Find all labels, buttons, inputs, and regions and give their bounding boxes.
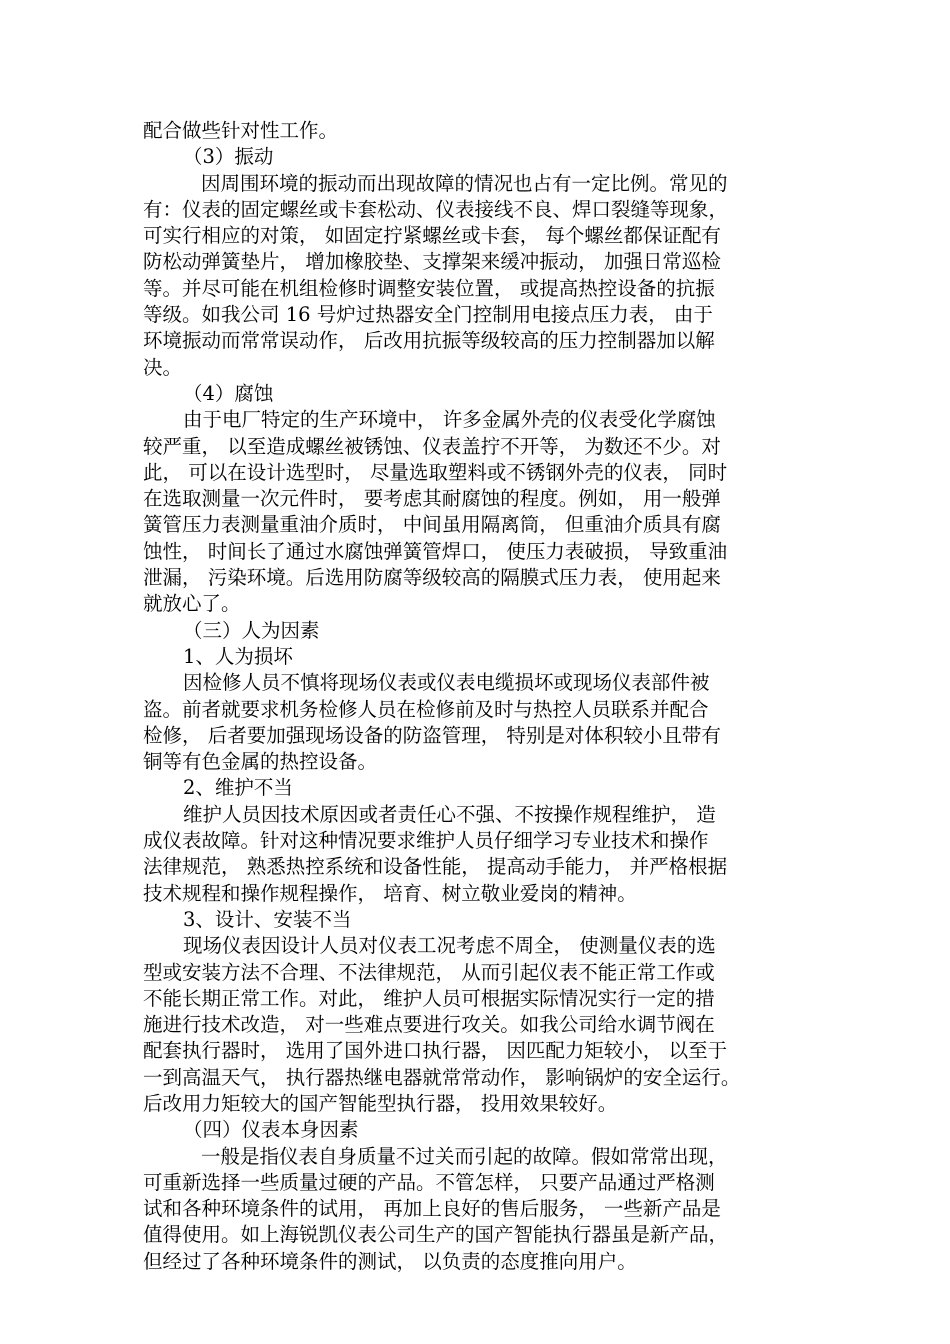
text-line: 等级。如我公司 16 号炉过热器安全门控制用电接点压力表， 由于 xyxy=(143,303,713,327)
text-line: 簧管压力表测量重油介质时， 中间虽用隔离筒， 但重油介质具有腐 xyxy=(143,513,721,537)
text-line: 因检修人员不慎将现场仪表或仪表电缆损坏或现场仪表部件被 xyxy=(183,671,710,695)
text-line: 施进行技术改造， 对一些难点要进行攻关。如我公司给水调节阀在 xyxy=(143,1013,715,1037)
text-line: 因周围环境的振动而出现故障的情况也占有一定比例。常见的 xyxy=(201,171,728,195)
text-line: （3）振动 xyxy=(183,145,274,169)
text-line: 法律规范， 熟悉热控系统和设备性能， 提高动手能力， 并严格根据 xyxy=(143,855,728,879)
text-line: 在选取测量一次元件时， 要考虑其耐腐蚀的程度。例如， 用一般弹 xyxy=(143,487,721,511)
text-line: 防松动弹簧垫片， 增加橡胶垫、支撑架来缓冲振动， 加强日常巡检 xyxy=(143,250,721,274)
text-line: 技术规程和操作规程操作， 培育、树立敬业爱岗的精神。 xyxy=(143,881,637,905)
text-line: 可重新选择一些质量过硬的产品。不管怎样， 只要产品通过严格测 xyxy=(143,1170,715,1194)
text-line: 泄漏， 污染环境。后选用防腐等级较高的隔膜式压力表， 使用起来 xyxy=(143,566,721,590)
text-line: 成仪表故障。针对这种情况要求维护人员仔细学习专业技术和操作 xyxy=(143,829,709,853)
text-line: 等。并尽可能在机组检修时调整安装位置， 或提高热控设备的抗振 xyxy=(143,276,715,300)
text-line: （四）仪表本身因素 xyxy=(183,1118,359,1142)
text-line: 后改用力矩较大的国产智能型执行器， 投用效果较好。 xyxy=(143,1091,618,1115)
text-line: 2、维护不当 xyxy=(183,776,293,800)
text-line: 决。 xyxy=(143,355,183,379)
text-line: 值得使用。如上海锐凯仪表公司生产的国产智能执行器虽是新产品， xyxy=(143,1223,729,1247)
text-line: 一般是指仪表自身质量不过关而引起的故障。假如常常出现， xyxy=(201,1144,728,1168)
text-line: 试和各种环境条件的试用， 再加上良好的售后服务， 一些新产品是 xyxy=(143,1197,721,1221)
text-line: 有：仪表的固定螺丝或卡套松动、仪表接线不良、焊口裂缝等现象， xyxy=(143,197,729,221)
text-line: 维护人员因技术原因或者责任心不强、不按操作规程维护， 造 xyxy=(183,802,716,826)
text-line: 铜等有色金属的热控设备。 xyxy=(143,750,378,774)
text-line: 一到高温天气， 执行器热继电器就常常动作， 影响锅炉的安全运行。 xyxy=(143,1065,741,1089)
text-line: 蚀性， 时间长了通过水腐蚀弹簧管焊口， 使压力表破损， 导致重油 xyxy=(143,539,728,563)
text-line: 较严重， 以至造成螺丝被锈蚀、仪表盖拧不开等， 为数还不少。对 xyxy=(143,434,721,458)
text-line: 3、设计、安装不当 xyxy=(183,907,352,931)
text-line: （三）人为因素 xyxy=(183,618,320,642)
text-line: 由于电厂特定的生产环境中， 许多金属外壳的仪表受化学腐蚀 xyxy=(183,408,716,432)
text-line: 1、人为损坏 xyxy=(183,644,293,668)
text-line: 就放心了。 xyxy=(143,592,241,616)
text-line: 但经过了各种环境条件的测试， 以负责的态度推向用户。 xyxy=(143,1249,637,1273)
text-line: 配套执行器时， 选用了国外进口执行器， 因匹配力矩较小， 以至于 xyxy=(143,1039,728,1063)
text-line: （4）腐蚀 xyxy=(183,381,274,405)
text-line: 环境振动而常常误动作， 后改用抗振等级较高的压力控制器加以解 xyxy=(143,329,715,353)
text-line: 配合做些针对性工作。 xyxy=(143,119,339,142)
document-body xyxy=(143,118,808,1275)
text-line: 型或安装方法不合理、不法律规范， 从而引起仪表不能正常工作或 xyxy=(143,960,715,984)
text-line: 可实行相应的对策， 如固定拧紧螺丝或卡套， 每个螺丝都保证配有 xyxy=(143,224,721,248)
text-line: 现场仪表因设计人员对仪表工况考虑不周全， 使测量仪表的选 xyxy=(183,934,716,958)
text-line: 此， 可以在设计选型时， 尽量选取塑料或不锈钢外壳的仪表， 同时 xyxy=(143,460,728,484)
text-line: 检修， 后者要加强现场设备的防盗管理， 特别是对体积较小且带有 xyxy=(143,723,721,747)
text-line: 盗。前者就要求机务检修人员在检修前及时与热控人员联系并配合 xyxy=(143,697,709,721)
text-line: 不能长期正常工作。对此， 维护人员可根据实际情况实行一定的措 xyxy=(143,986,715,1010)
